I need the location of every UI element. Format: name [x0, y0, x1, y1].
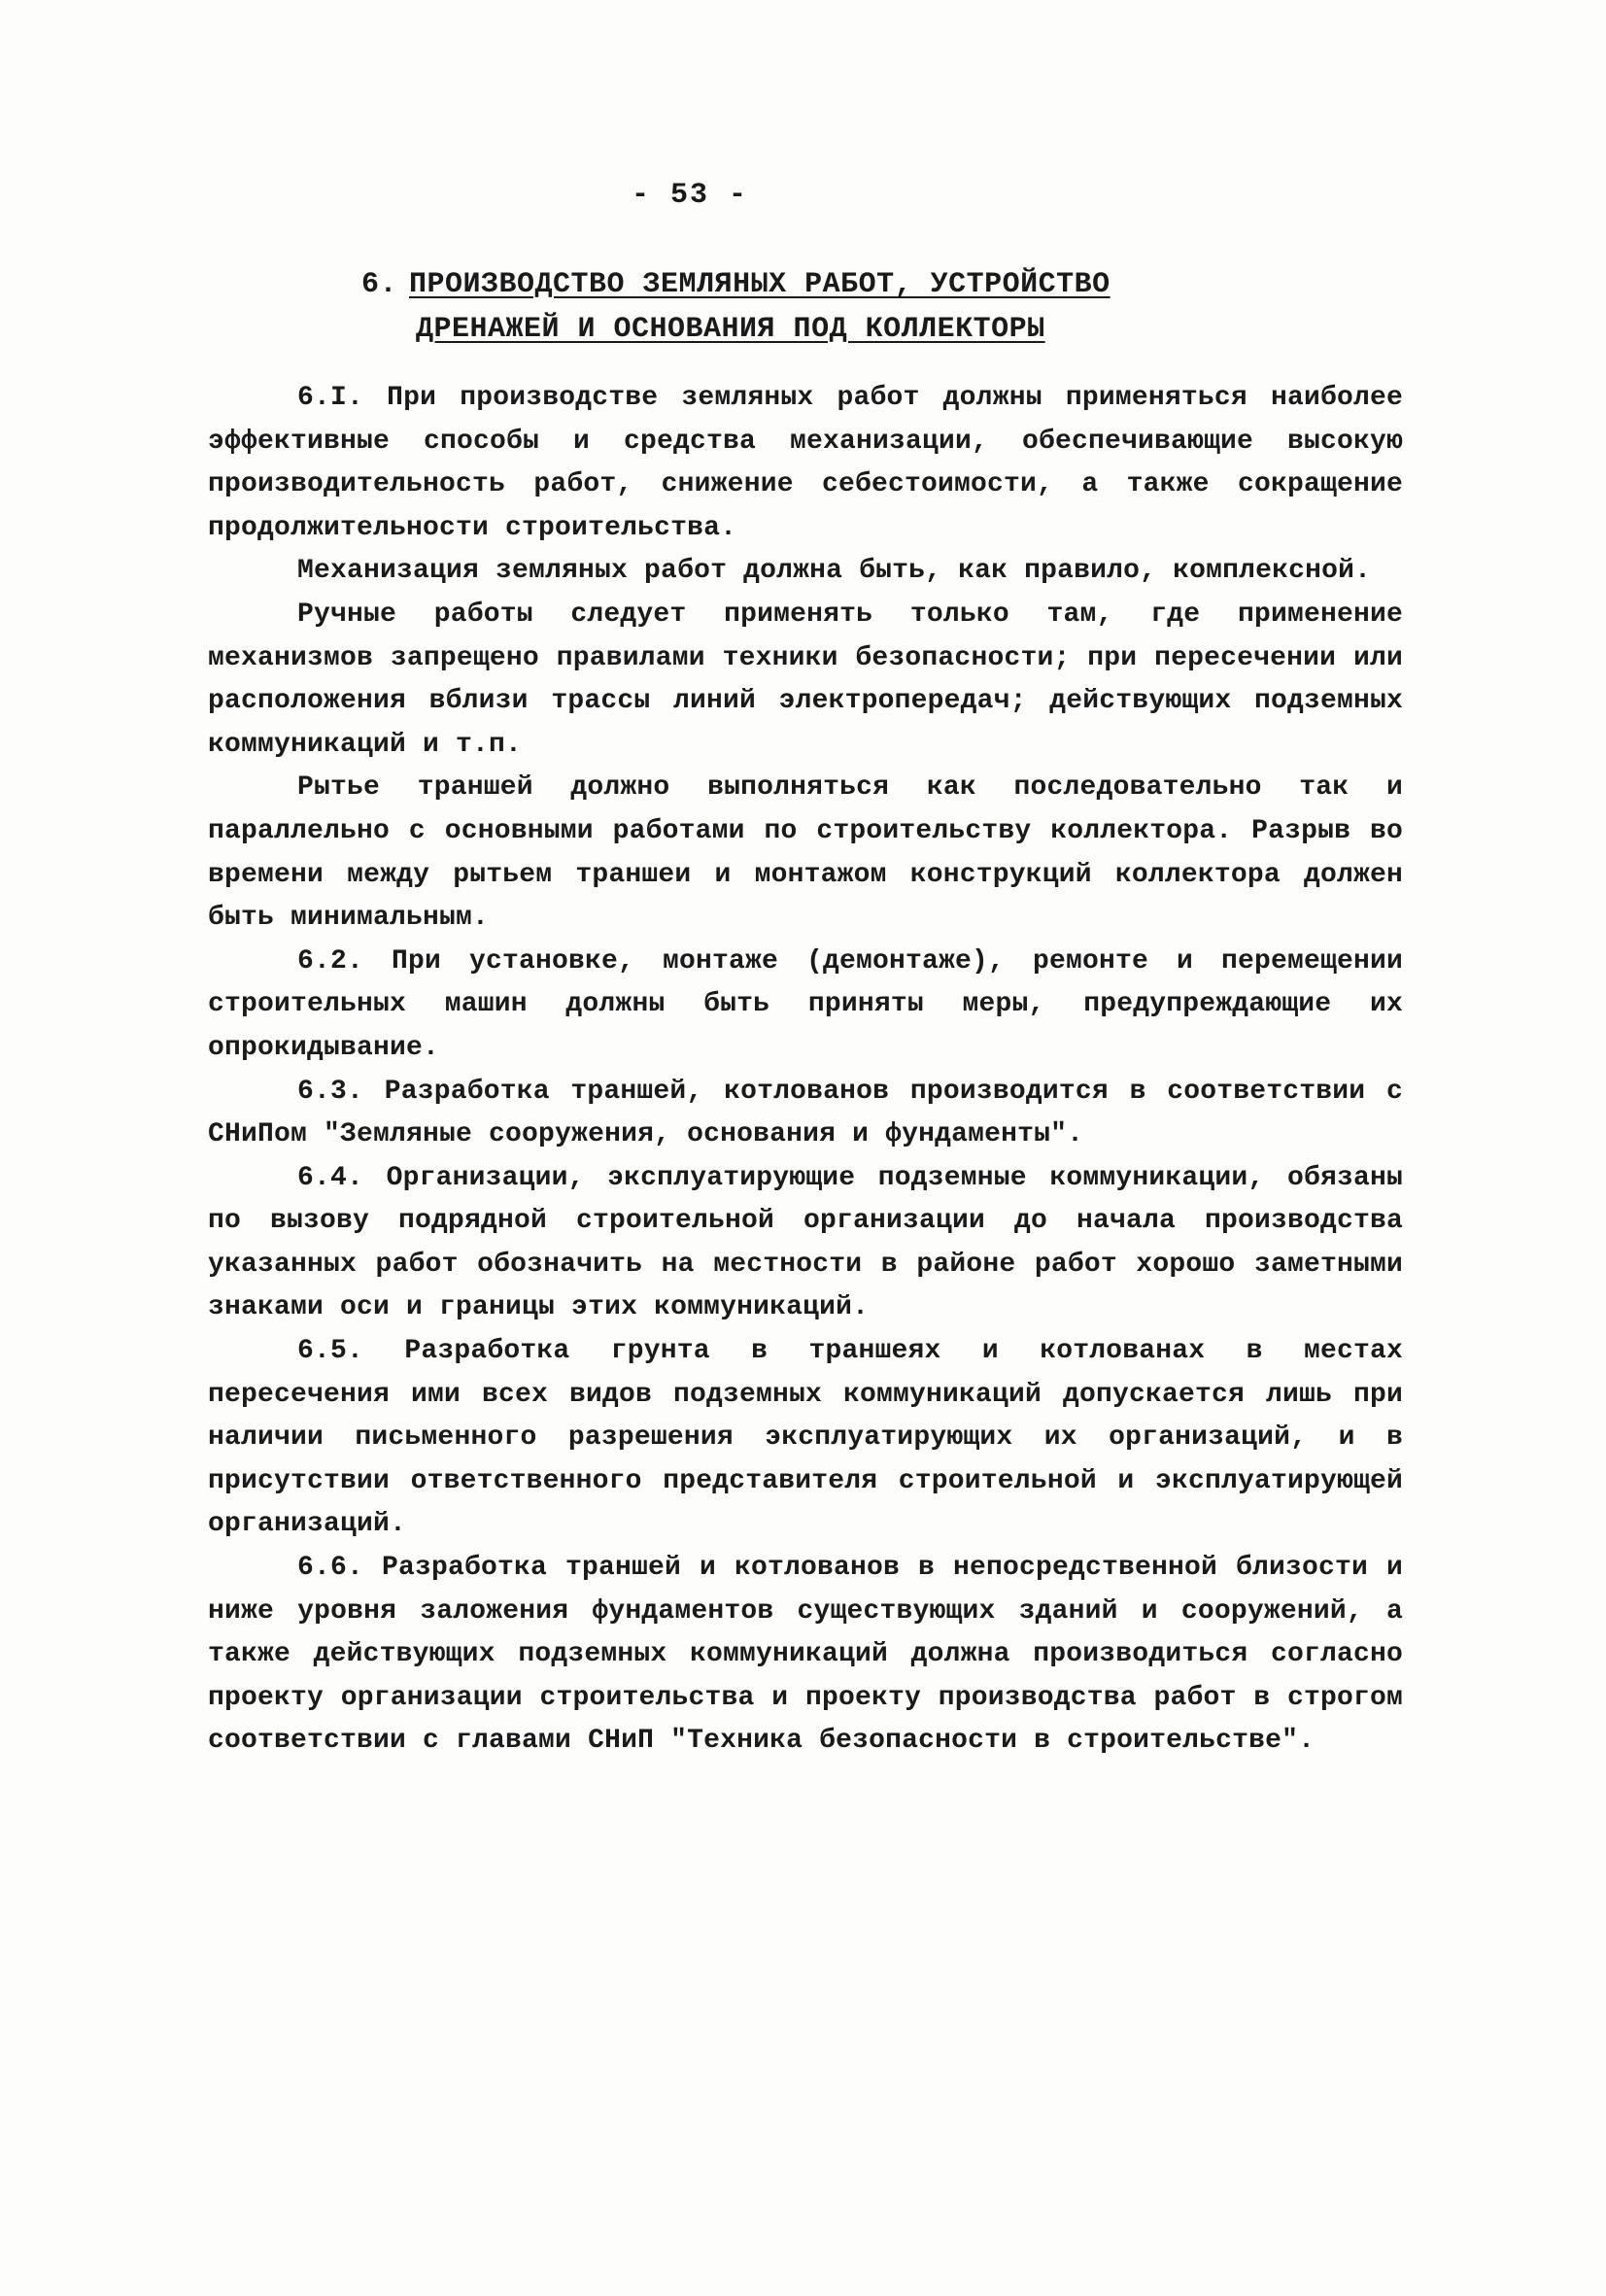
- section-heading-line-2: [361, 307, 1236, 352]
- section-title-part-2: ДРЕНАЖЕЙ И ОСНОВАНИЯ ПОД КОЛЛЕКТОРЫ: [416, 313, 1045, 346]
- paragraph-6-6: 6.6. Разработка траншей и котлованов в непосредственной близости и ниже уровня заложения фундаментов существующих зданий и сооружений, а также действующих подземных коммуникаций должна производиться согласно проекту организации строительства и проекту производства работ в строгом соответствии с главами СНиП "Техника безопасности в строительстве".: [208, 1553, 1403, 1757]
- paragraph-trench-digging: Рытье траншей должно выполняться как последовательно так и параллельно с основными работами по строительству коллектора. Разрыв во времени между рытьем траншеи и монтажом конструкций коллектора должен быть минимальным.: [208, 772, 1403, 934]
- section-heading: [361, 262, 1236, 352]
- paragraph-mechanization: Механизация земляных работ должна быть, как правило, комплексной.: [297, 556, 1372, 587]
- paragraph-6-3: 6.3. Разработка траншей, котлованов производится в соответствии с СНиПом "Земляные сооружения, основания и фундаменты".: [208, 1076, 1403, 1150]
- body-text: [208, 377, 1403, 1764]
- paragraph-6-5: 6.5. Разработка грунта в траншеях и котлованах в местах пересечения ими всех видов подземных коммуникаций допускается лишь при наличии письменного разрешения эксплуатирующих их организаций, и в присутствии ответственного представителя строительной и эксплуатирующей организаций.: [208, 1336, 1403, 1540]
- section-heading-line-1: [361, 262, 1236, 307]
- page-number: - 53 -: [631, 179, 749, 212]
- section-number: 6.: [361, 268, 398, 301]
- paragraph-6-2: 6.2. При установке, монтаже (демонтаже), ремонте и перемещении строительных машин должны быть приняты меры, предупреждающие их опрокидывание.: [208, 945, 1403, 1063]
- paragraph-manual-work: Ручные работы следует применять только там, где применение механизмов запрещено правилами техники безопасности; при пересечении или расположения вблизи трассы линий электропередач; действующих подземных коммуникаций и т.п.: [208, 599, 1403, 760]
- section-title-part-1: ПРОИЗВОДСТВО ЗЕМЛЯНЫХ РАБОТ, УСТРОЙСТВО: [409, 268, 1111, 301]
- paragraph-6-1: 6.I. При производстве земляных работ должны применяться наиболее эффективные способы и средства механизации, обеспечивающие высокую производительность работ, снижение себестоимости, а также сокращение продолжительности строительства.: [208, 383, 1403, 543]
- paragraph-6-4: 6.4. Организации, эксплуатирующие подземные коммуникации, обязаны по вызову подрядной строительной организации до начала производства указанных работ обозначить на местности в районе работ хорошо заметными знаками оси и границы этих коммуникаций.: [208, 1162, 1403, 1323]
